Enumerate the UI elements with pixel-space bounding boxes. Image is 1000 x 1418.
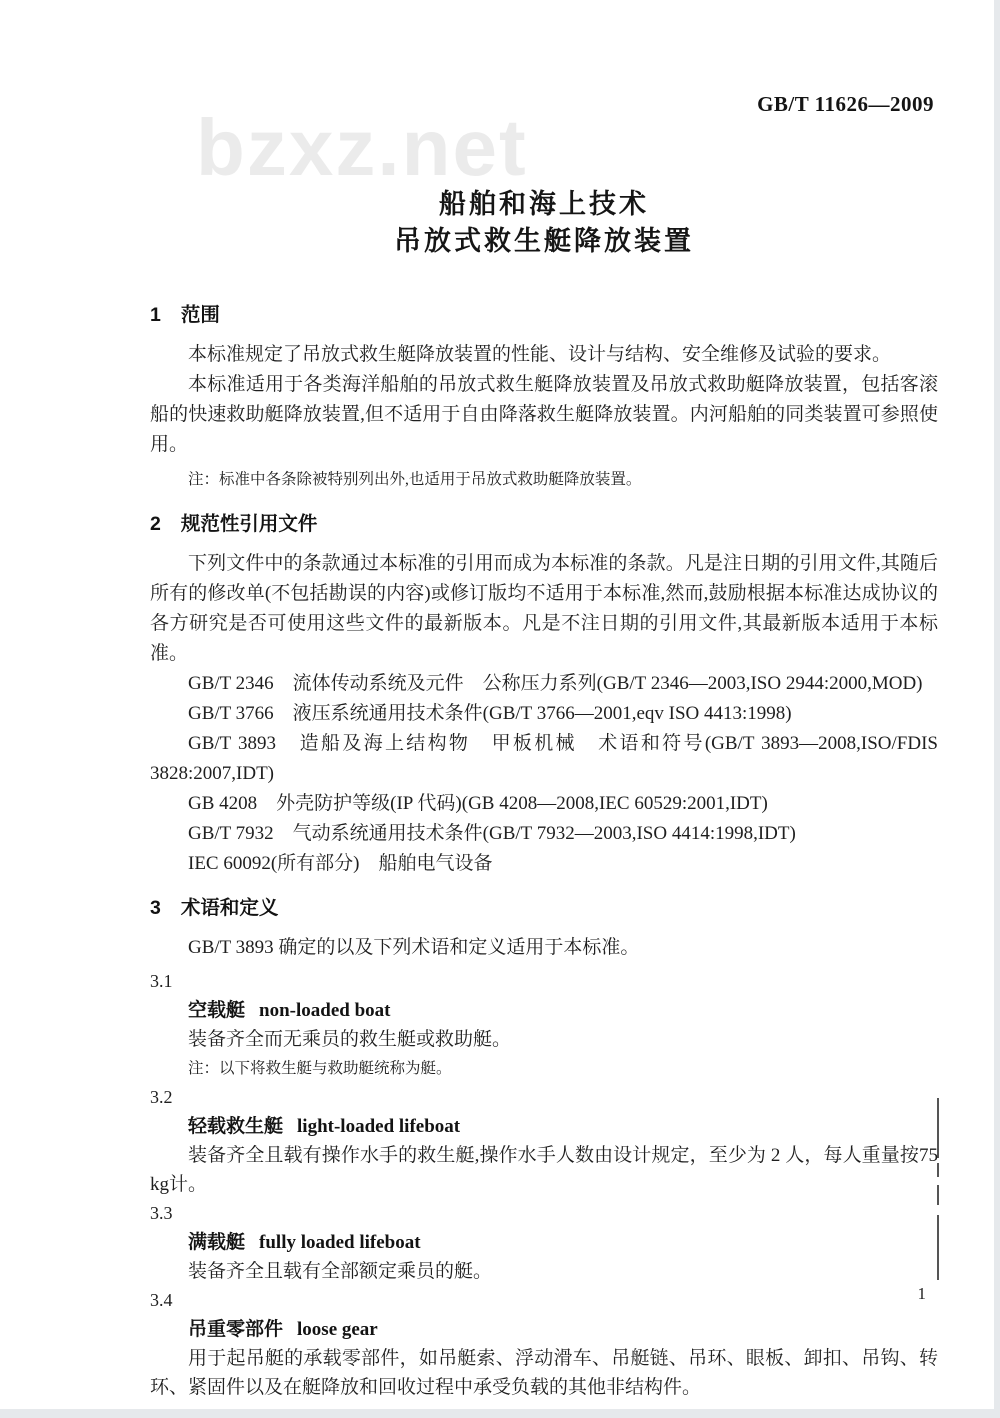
term-block: [150, 1286, 938, 1402]
term-block: [150, 967, 938, 1083]
document-title: [150, 186, 938, 260]
section-1-note: 注：标准中各条除被特别列出外,也适用于吊放式救助艇降放装置。: [188, 471, 642, 488]
section-1-paragraph-2: 本标准适用于各类海洋船舶的吊放式救生艇降放装置及吊放式救助艇降放装置，包括客滚船的快速救助艇降放装置,但不适用于自由降落救生艇降放装置。内河船舶的同类装置可参照使用。: [150, 374, 938, 455]
section-1-heading: [150, 300, 938, 330]
term-definition: 装备齐全且载有全部额定乘员的艇。: [188, 1261, 493, 1282]
term-number: 3.3: [150, 1203, 173, 1223]
section-2-heading: [150, 509, 938, 539]
page-number: 1: [917, 1284, 926, 1303]
term-chinese: 空载艇: [188, 1000, 246, 1021]
section-3-number: 3: [150, 897, 161, 919]
section-3-intro: GB/T 3893 确定的以及下列术语和定义适用于本标准。: [188, 937, 640, 958]
term-english: light-loaded lifeboat: [297, 1116, 461, 1137]
term-chinese: 满载艇: [188, 1232, 246, 1253]
term-definition: 用于起吊艇的承载零部件，如吊艇索、浮动滑车、吊艇链、吊环、眼板、卸扣、吊钩、转环、紧固件以及在艇降放和回收过程中承受负载的其他非结构件。: [150, 1348, 938, 1398]
scan-edge-bottom: [0, 1409, 1000, 1418]
section-2-number: 2: [150, 513, 161, 535]
scan-edge-right: [994, 0, 1000, 1418]
section-3-heading: [150, 893, 938, 923]
reference-item: GB/T 3893 造船及海上结构物 甲板机械 术语和符号(GB/T 3893—2008,ISO/FDIS 3828:2007,IDT): [150, 733, 938, 784]
term-title: [150, 996, 938, 1025]
reference-item: IEC 60092(所有部分) 船舶电气设备: [188, 853, 493, 874]
section-3-title: 术语和定义: [180, 897, 279, 919]
term-chinese: 轻载救生艇: [188, 1116, 284, 1137]
standard-code: GB/T 11626—2009: [757, 92, 934, 116]
revision-change-bar: [936, 1098, 940, 1280]
document-title-line-2: 吊放式救生艇降放装置: [394, 226, 694, 256]
term-definition: 装备齐全且载有操作水手的救生艇,操作水手人数由设计规定，至少为 2 人，每人重量按75 kg计。: [150, 1145, 938, 1195]
term-number: 3.2: [150, 1087, 173, 1107]
term-english: fully loaded lifeboat: [259, 1232, 421, 1253]
reference-item: GB/T 7932 气动系统通用技术条件(GB/T 7932—2003,ISO 4414:1998,IDT): [188, 823, 796, 844]
terms-list: [150, 967, 938, 1402]
term-title: [150, 1112, 938, 1141]
reference-item: GB/T 3766 液压系统通用技术条件(GB/T 3766—2001,eqv ISO 4413:1998): [188, 703, 792, 724]
watermark-text: bzxz.net: [196, 103, 528, 192]
document-title-line-1: 船舶和海上技术: [439, 189, 649, 219]
section-2-title: 规范性引用文件: [180, 513, 318, 535]
term-block: [150, 1199, 938, 1286]
section-1-number: 1: [150, 304, 161, 326]
term-definition: 装备齐全而无乘员的救生艇或救助艇。: [188, 1029, 512, 1050]
section-1-paragraph-1: 本标准规定了吊放式救生艇降放装置的性能、设计与结构、安全维修及试验的要求。: [188, 344, 892, 365]
section-2-paragraph-1: 下列文件中的条款通过本标准的引用而成为本标准的条款。凡是注日期的引用文件,其随后所有的修改单(不包括勘误的内容)或修订版均不适用于本标准,然而,鼓励根据本标准达成协议的各方研究是否可使用这些文件的最新版本。凡是不注日期的引用文件,其最新版本适用于本标准。: [150, 553, 938, 664]
term-english: loose gear: [297, 1319, 378, 1340]
section-1-title: 范围: [180, 304, 220, 326]
term-note: 注：以下将救生艇与救助艇统称为艇。: [188, 1060, 452, 1077]
term-chinese: 吊重零部件: [188, 1319, 284, 1340]
term-english: non-loaded boat: [259, 1000, 391, 1021]
term-title: [150, 1315, 938, 1344]
reference-item: GB 4208 外壳防护等级(IP 代码)(GB 4208—2008,IEC 60529:2001,IDT): [188, 793, 768, 814]
term-number: 3.4: [150, 1290, 173, 1310]
term-block: [150, 1083, 938, 1199]
reference-item: GB/T 2346 流体传动系统及元件 公称压力系列(GB/T 2346—2003,ISO 2944:2000,MOD): [188, 673, 923, 694]
term-number: 3.1: [150, 971, 173, 991]
document-body: [150, 300, 938, 1402]
term-title: [150, 1228, 938, 1257]
